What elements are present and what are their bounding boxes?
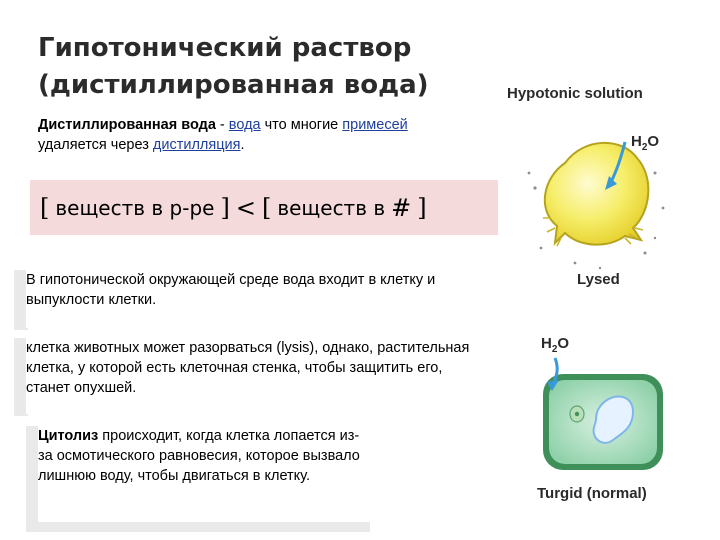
water-label-2: $H_2O$: [541, 335, 570, 355]
text-box-lysis: клетка животных может разорваться (lysis), однако, растительная клетка, у которой есть клеточная стенка, чтобы защитить его, станет опухшей.: [26, 338, 476, 414]
figure-heading: Hypotonic solution: [507, 85, 643, 102]
text-box-water-enters: В гипотонической окружающей среде вода входит в клетку и выпуклости клетки.: [26, 270, 476, 328]
water-label-1: $H_2O$: [631, 133, 660, 153]
cell-substances: веществ в: [277, 195, 386, 220]
nucleolus: [575, 412, 579, 416]
link-impurities[interactable]: примесей: [342, 117, 408, 133]
less-than-operator: <: [235, 193, 256, 222]
cell-symbol: #: [391, 193, 412, 222]
intro-end: .: [240, 137, 245, 153]
text-box-cytolysis: [38, 426, 368, 522]
hypotonic-diagram: [505, 78, 683, 536]
bracket-open-2: [: [261, 193, 272, 222]
turgid-cell: [543, 358, 663, 470]
bracket-open-1: [: [40, 193, 50, 222]
lysed-cell-body: [545, 143, 649, 245]
intro-line2: удаляется через: [38, 137, 153, 153]
slide-title: Гипотонический раствор (дистиллированная вода): [38, 33, 429, 100]
bracket-close-1: ]: [220, 193, 230, 222]
lysed-cell: [528, 142, 665, 269]
turgid-label: Turgid (normal): [537, 485, 647, 502]
link-water[interactable]: вода: [228, 117, 261, 133]
cytolysis-text: происходит, когда клетка лопается из-за осмотического равновесия, которое вызвало лишнюю воду, чтобы двигаться в клетку.: [38, 428, 360, 484]
cytolysis-term: Цитолиз: [38, 428, 99, 444]
concentration-comparison: [30, 180, 498, 235]
lysed-label: Lysed: [577, 271, 620, 288]
hypotonic-figure: [505, 78, 683, 536]
box3-shadow-bottom: [26, 522, 370, 532]
solution-substances: веществ в р-ре: [55, 195, 215, 220]
link-distillation[interactable]: дистилляция: [152, 137, 241, 153]
bracket-close-2: ]: [417, 193, 427, 222]
intro-term: Дистиллированная вода: [38, 117, 216, 133]
intro-separator: -: [215, 117, 229, 133]
intro-middle: что многие: [260, 117, 343, 133]
intro-paragraph: [38, 115, 508, 155]
